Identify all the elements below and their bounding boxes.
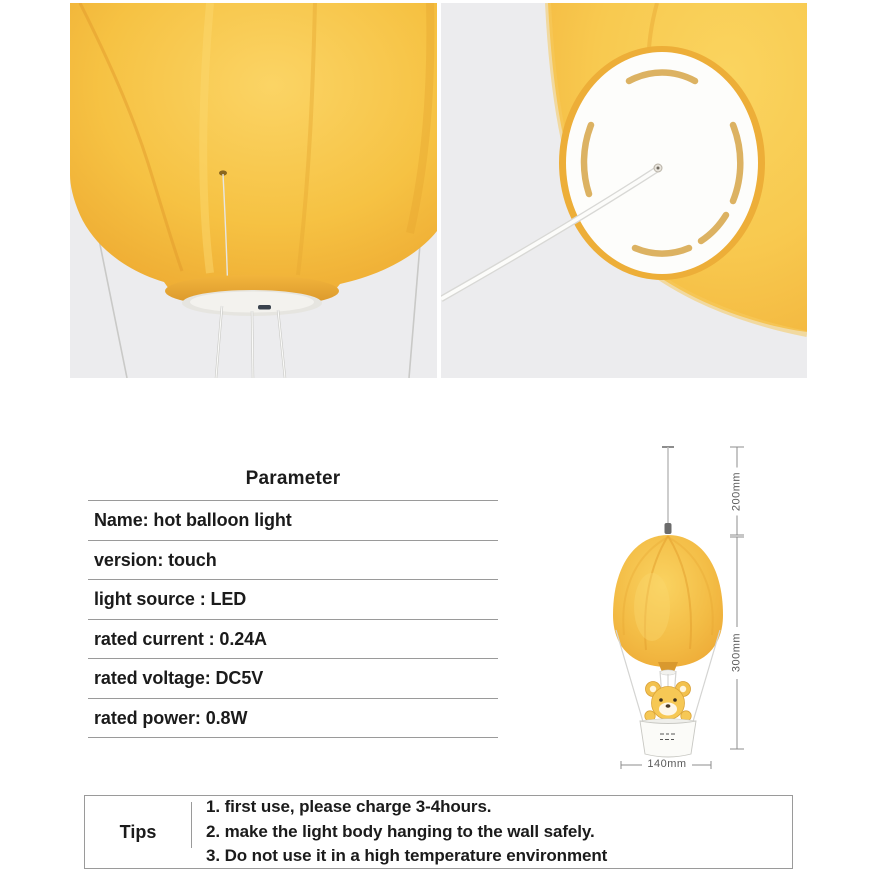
tip-item-1: 1. first use, please charge 3-4hours. <box>206 797 492 817</box>
balloon-top-illustration <box>441 3 807 378</box>
dimension-label-200mm: 200mm <box>731 468 744 516</box>
dimension-diagram <box>580 435 780 780</box>
bear-figure <box>645 682 691 722</box>
param-row-version: version: touch <box>88 540 498 580</box>
param-row-name: Name: hot balloon light <box>88 500 498 540</box>
parameter-table-title: Parameter <box>245 468 341 489</box>
tips-list <box>191 795 607 868</box>
tips-label: Tips <box>119 821 157 842</box>
photo-balloon-top-cap-closeup <box>441 3 807 378</box>
balloon-bottom-illustration <box>70 3 437 378</box>
balloon-body <box>70 3 437 297</box>
parameter-table <box>88 462 498 738</box>
dimension-label-140mm: 140mm <box>643 758 691 771</box>
tips-box <box>84 795 793 869</box>
tips-divider <box>191 802 192 848</box>
param-row-rated-current: rated current : 0.24A <box>88 619 498 659</box>
mini-balloon <box>613 535 723 675</box>
tip-item-3: 3. Do not use it in a high temperature environment <box>206 846 608 866</box>
bucket <box>640 719 696 757</box>
param-row-light-source: light source : LED <box>88 579 498 619</box>
param-row-rated-voltage: rated voltage: DC5V <box>88 658 498 698</box>
photo-balloon-bottom-closeup <box>70 3 437 378</box>
param-row-rated-power: rated power: 0.8W <box>88 698 498 739</box>
dimension-label-300mm: 300mm <box>731 629 744 677</box>
hanging-wire <box>662 447 674 534</box>
tip-item-2: 2. make the light body hanging to the wall safely. <box>206 821 595 841</box>
top-cap-disc <box>566 52 758 274</box>
